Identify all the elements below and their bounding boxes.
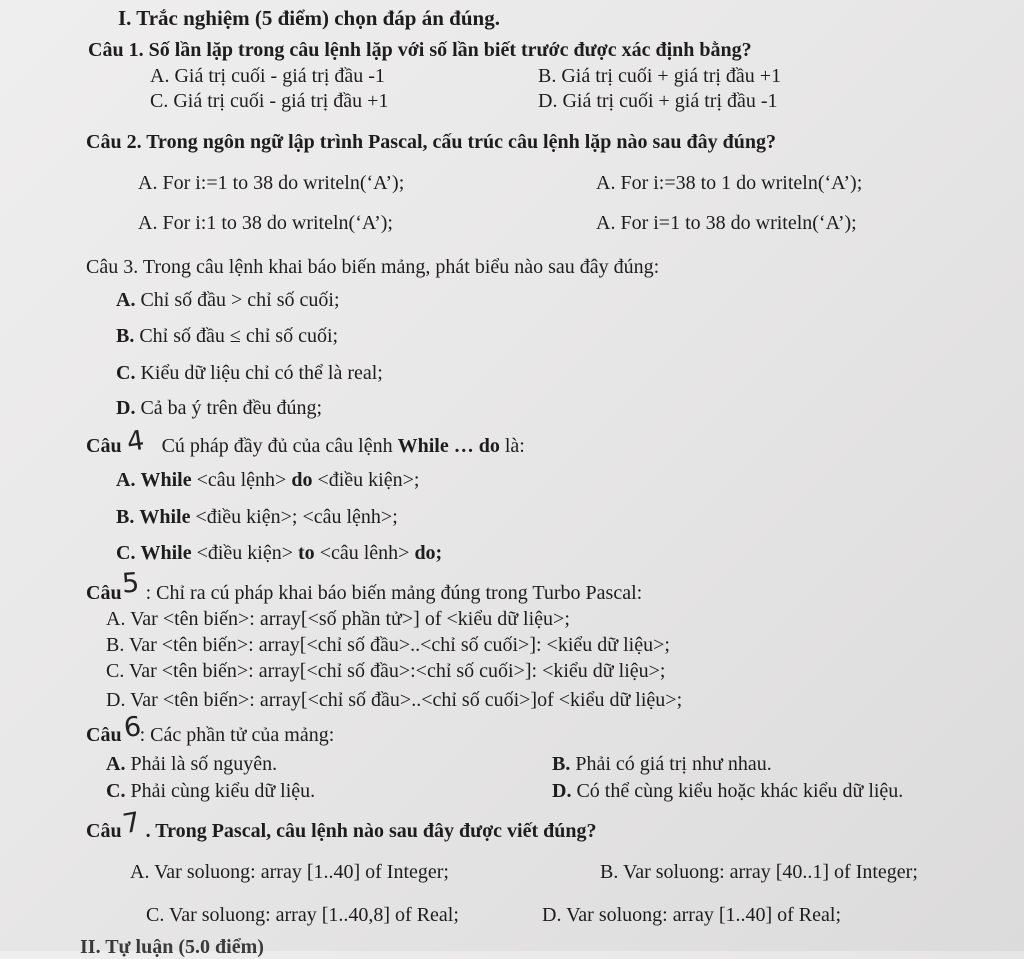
- q3-option-b: [116, 324, 338, 348]
- q3-key-a: A.: [116, 289, 136, 311]
- q4-key-b: B.: [116, 506, 135, 528]
- q3-key-b: B.: [116, 325, 135, 347]
- q7-option-c: C. Var soluong: array [1..40,8] of Real;: [146, 904, 459, 926]
- q5-question: [86, 581, 642, 605]
- q4-key-c: C.: [116, 542, 136, 564]
- q2-option-b: A. For i:=38 to 1 do writeln(‘A’);: [596, 172, 863, 194]
- q4-option-c: [116, 541, 442, 565]
- q4-kw-c: While: [140, 542, 192, 564]
- q4-text-suffix: là:: [504, 435, 525, 457]
- q3-option-d: [116, 396, 322, 420]
- q4-kw2-a: do: [291, 469, 313, 491]
- q2-option-c: A. For i:1 to 38 do writeln(‘A’);: [138, 212, 393, 234]
- q6-key-c: C.: [106, 780, 126, 802]
- q7-label: Câu: [86, 820, 122, 842]
- q3-text-b: Chỉ số đầu ≤ chỉ số cuối;: [139, 325, 339, 347]
- q6-option-c: [106, 779, 315, 803]
- q4-end-b: <điều kiện>; <câu lệnh>;: [195, 506, 398, 528]
- q7-text: . Trong Pascal, câu lệnh nào sau đây được viết đúng?: [145, 820, 597, 842]
- q4-key-a: A.: [116, 469, 136, 491]
- q1-option-b: B. Giá trị cuối + giá trị đầu +1: [538, 65, 782, 87]
- q4-handwritten-number: 4: [124, 424, 147, 459]
- q5-text: : Chỉ ra cú pháp khai báo biến mảng đúng trong Turbo Pascal:: [145, 582, 643, 604]
- next-section-heading-cut: II. Tự luận (5.0 điểm): [80, 936, 264, 958]
- q1-option-a: A. Giá trị cuối - giá trị đầu -1: [150, 65, 385, 87]
- q4-kw-b: While: [139, 506, 191, 528]
- q3-text-d: Cả ba ý trên đều đúng;: [140, 397, 323, 419]
- q6-text-d: Có thể cùng kiểu hoặc khác kiểu dữ liệu.: [576, 780, 904, 802]
- q3-question: [86, 255, 659, 279]
- q6-option-b: [552, 752, 772, 776]
- q2-question: Câu 2. Trong ngôn ngữ lập trình Pascal, cấu trúc câu lệnh lặp nào sau đây đúng?: [86, 131, 776, 153]
- section-title: I. Trắc nghiệm (5 điểm) chọn đáp án đúng.: [118, 6, 500, 30]
- q4-kw-a: While: [140, 469, 192, 491]
- q4-label: Câu: [86, 435, 122, 457]
- q4-kw3-c: do;: [414, 542, 443, 564]
- q6-text: : Các phần tử của mảng:: [139, 724, 335, 746]
- q6-key-d: D.: [552, 780, 572, 802]
- q5-option-b: B. Var <tên biến>: array[<chỉ số đầu>..<chỉ số cuối>]: <kiểu dữ liệu>;: [106, 634, 670, 656]
- q7-handwritten-number: 7: [120, 806, 143, 841]
- q7-option-d: D. Var soluong: array [1..40] of Real;: [542, 904, 842, 926]
- q6-key-a: A.: [106, 753, 126, 775]
- q3-text-c: Kiểu dữ liệu chỉ có thể là real;: [140, 362, 383, 384]
- q5-option-c: C. Var <tên biến>: array[<chỉ số đầu>:<chỉ số cuối>]: <kiểu dữ liệu>;: [106, 660, 666, 682]
- q6-text-a: Phải là số nguyên.: [130, 753, 278, 775]
- q6-option-d: [552, 779, 903, 803]
- q6-text-b: Phải có giá trị như nhau.: [575, 753, 772, 775]
- q7-option-a: A. Var soluong: array [1..40] of Integer;: [130, 861, 449, 883]
- q2-option-d: A. For i=1 to 38 do writeln(‘A’);: [596, 212, 857, 234]
- q4-mid2-c: <câu lênh>: [319, 542, 410, 564]
- q6-option-a: [106, 752, 277, 776]
- q7-question: [86, 819, 597, 843]
- q5-label: Câu: [86, 582, 122, 604]
- q6-text-c: Phải cùng kiểu dữ liệu.: [130, 780, 316, 802]
- q6-label: Câu: [86, 724, 122, 746]
- q5-handwritten-number: 5: [120, 567, 141, 600]
- q3-key-d: D.: [116, 397, 136, 419]
- q4-text-prefix: Cú pháp đầy đủ của câu lệnh: [161, 435, 393, 457]
- q5-option-d: D. Var <tên biến>: array[<chỉ số đầu>..<chỉ số cuối>]of <kiểu dữ liệu>;: [106, 689, 683, 711]
- q3-text-a: Chỉ số đầu > chỉ số cuối;: [140, 289, 340, 311]
- q4-option-a: [116, 468, 419, 492]
- q4-kw2-c: to: [298, 542, 315, 564]
- q4-mid-c: <điều kiện>: [196, 542, 294, 564]
- q4-keyword: While … do: [397, 435, 500, 457]
- q4-option-b: [116, 505, 398, 529]
- q3-text: Câu 3. Trong câu lệnh khai báo biến mảng, phát biểu nào sau đây đúng:: [86, 256, 660, 278]
- q3-option-c: [116, 361, 383, 385]
- q4-mid-a: <câu lệnh>: [196, 469, 287, 491]
- q1-option-c: C. Giá trị cuối - giá trị đầu +1: [150, 90, 389, 112]
- q1-option-d: D. Giá trị cuối + giá trị đầu -1: [538, 90, 778, 112]
- q5-option-a: A. Var <tên biến>: array[<số phần tử>] of <kiểu dữ liệu>;: [106, 608, 570, 630]
- q1-text: Câu 1. Số lần lặp trong câu lệnh lặp với số lần biết trước được xác định bằng?: [88, 39, 752, 61]
- q4-question: [86, 434, 525, 458]
- q3-key-c: C.: [116, 362, 136, 384]
- q7-option-b: B. Var soluong: array [40..1] of Integer;: [600, 861, 918, 883]
- q6-key-b: B.: [552, 753, 571, 775]
- q6-handwritten-number: 6: [122, 711, 143, 744]
- q1-question: [88, 38, 752, 62]
- q3-option-a: [116, 288, 340, 312]
- q2-option-a: A. For i:=1 to 38 do writeln(‘A’);: [138, 172, 405, 194]
- q4-end-a: <điều kiện>;: [317, 469, 420, 491]
